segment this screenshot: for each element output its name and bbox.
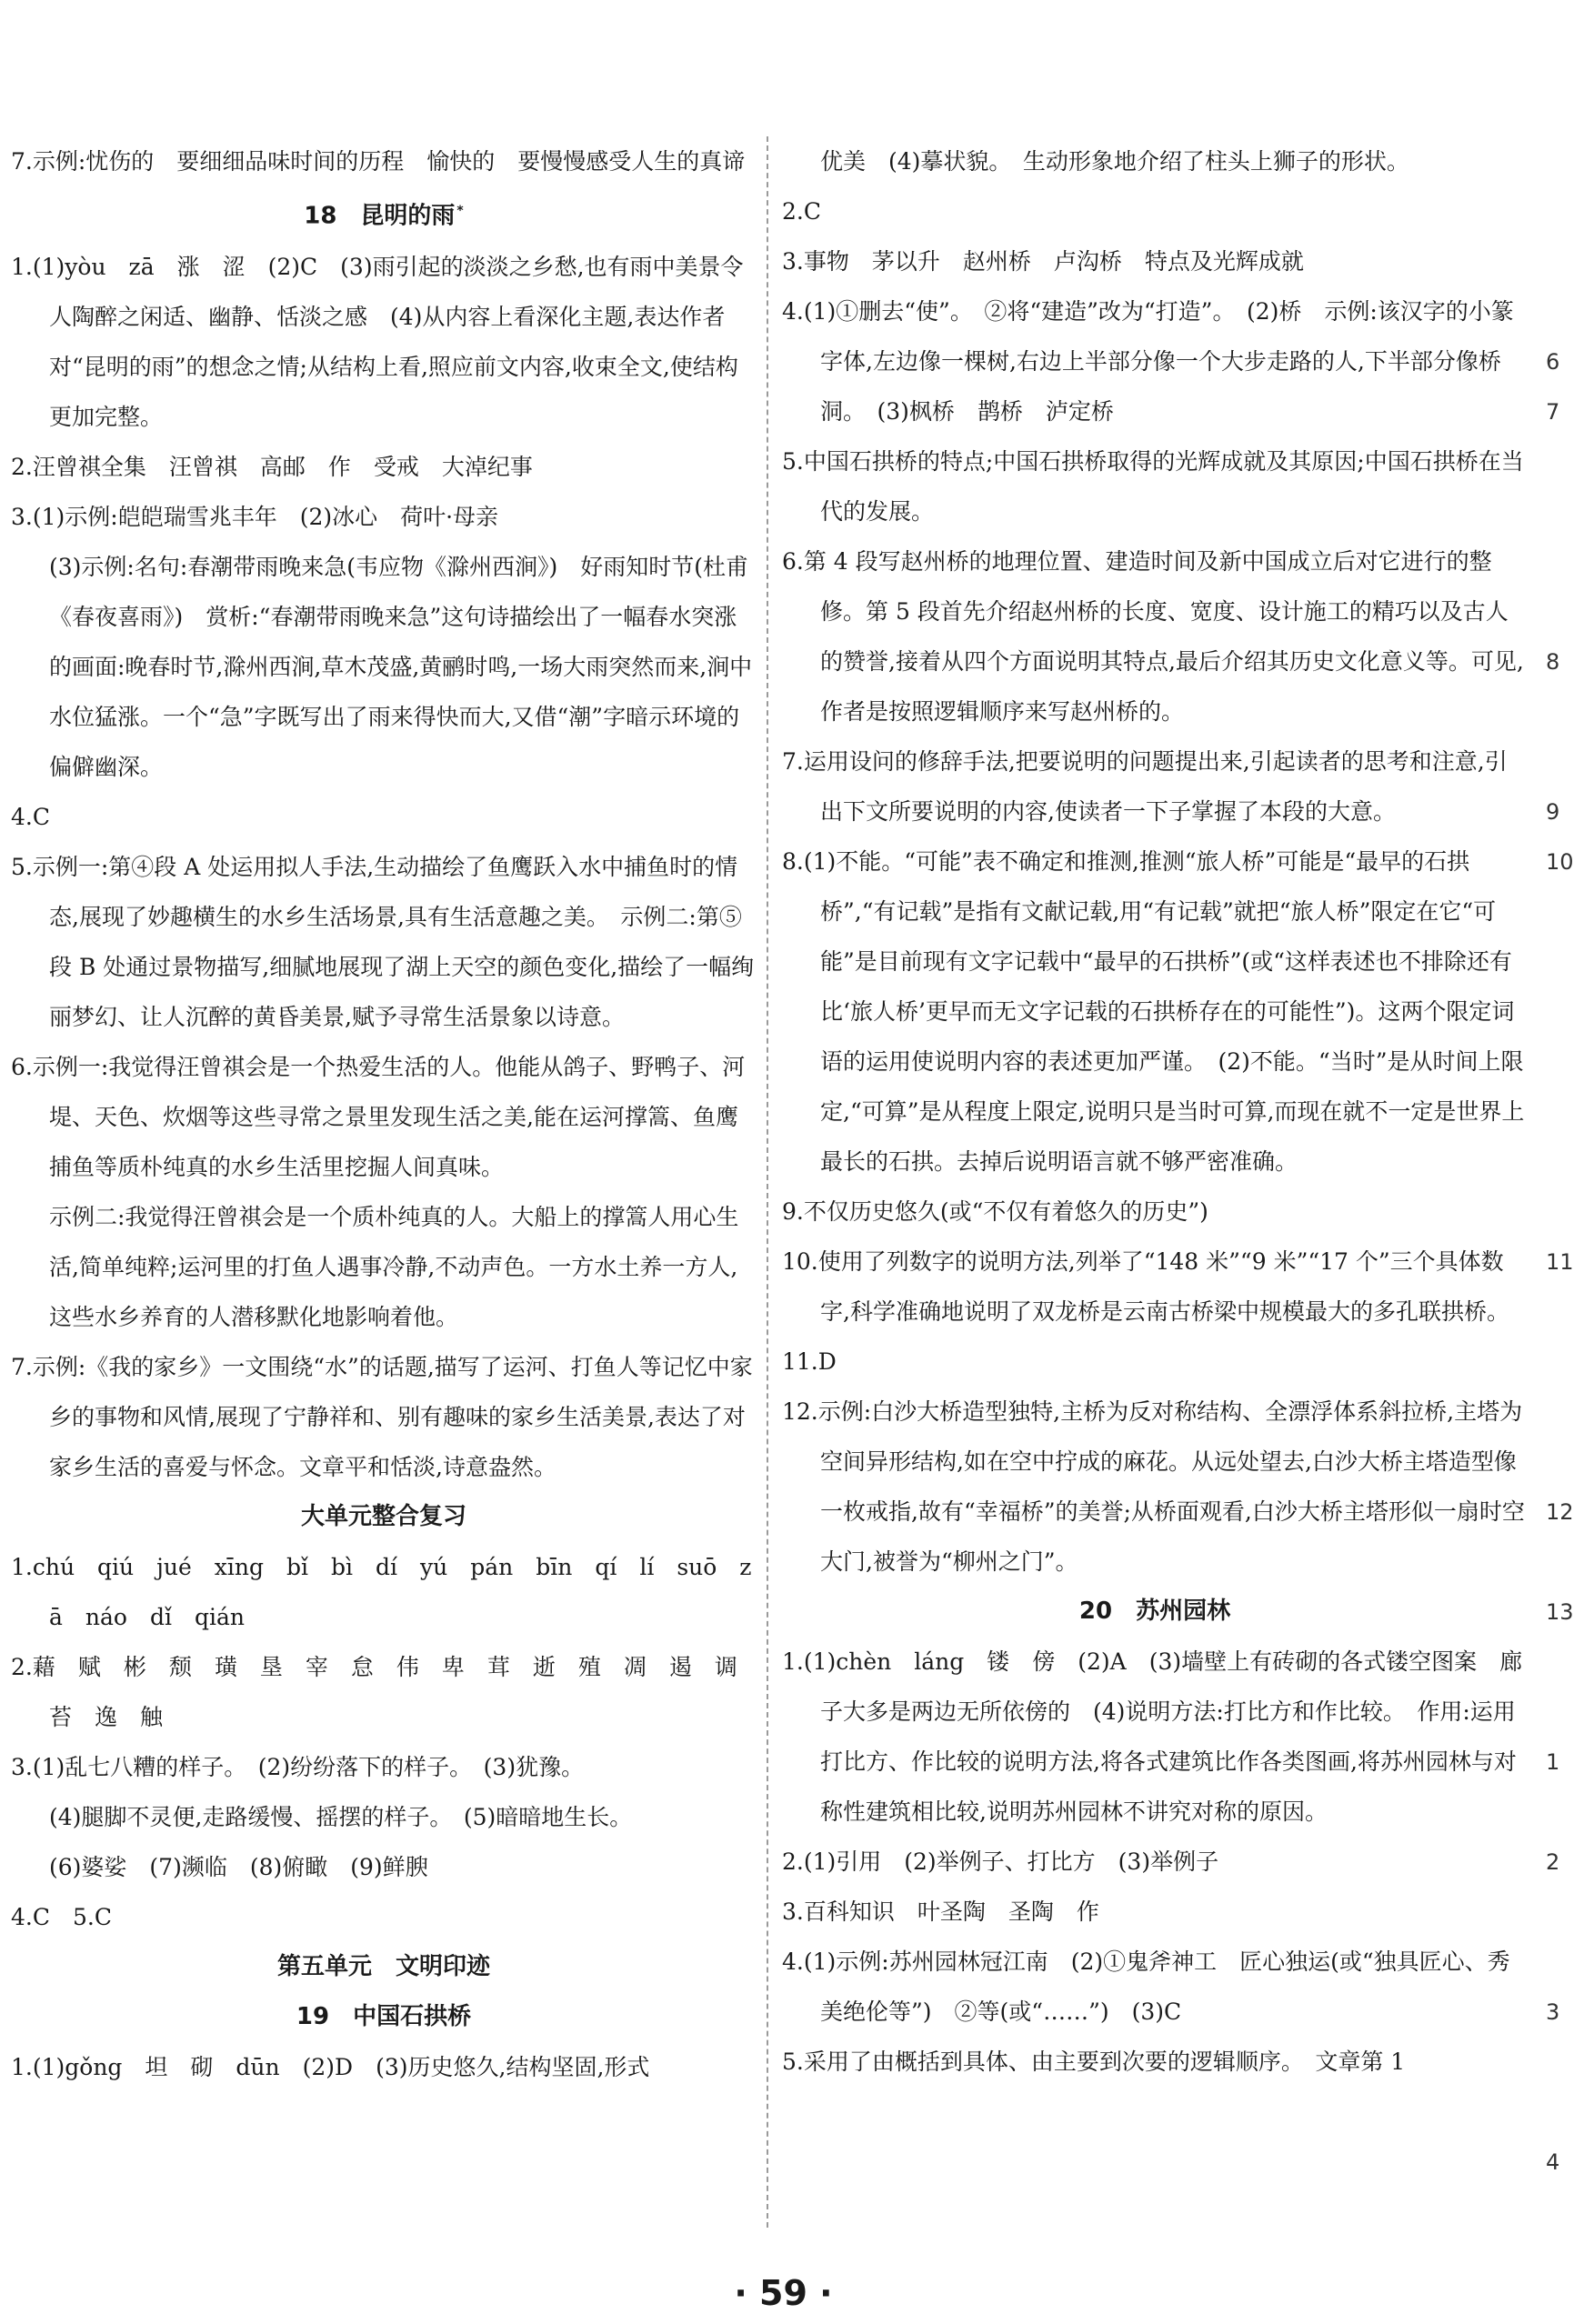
section-heading-text: 19 中国石拱桥: [296, 2002, 472, 2030]
next-page-fragment: 1: [1546, 1749, 1560, 1775]
section-heading-text: 第五单元 文明印迹: [276, 1952, 490, 1980]
answer-item: 1.chú qiú jué xīng bǐ bì dí yú pán bīn qí lí suō zā náo dǐ qián: [11, 1553, 752, 1630]
answer-item: 2.(1)引用 (2)举例子、打比方 (3)举例子: [782, 1848, 1219, 1875]
answer-item: 5.中国石拱桥的特点;中国石拱桥取得的光辉成就及其原因;中国石拱桥在当代的发展。: [782, 448, 1524, 525]
answer-item: 2.藉 赋 彬 颓 璜 垦 宰 怠 伟 卑 茸 逝 殖 凋 遏 调 苔 逸 触: [11, 1653, 760, 1730]
answer-item: 4.(1)①删去“使”。 ②将“建造”改为“打造”。 (2)桥 示例:该汉字的小篆字体,左边像一棵树,右边上半部分像一个大步走路的人,下半部分像桥洞。 (3)枫桥 鹊桥 泸定桥: [782, 298, 1514, 425]
next-page-fragment: 3: [1546, 1999, 1560, 2025]
section-heading: [11, 1942, 757, 1992]
section-heading: [11, 1992, 757, 2042]
answer-item: 6.示例一:我觉得汪曾祺会是一个热爱生活的人。他能从鸽子、野鸭子、河堤、天色、炊烟等这些寻常之景里发现生活之美,能在运河撑篙、鱼鹰捕鱼等质朴纯真的水乡生活里挖掘人间真味。: [11, 1053, 746, 1180]
answer-subitem: (3)示例:名句:春潮带雨晚来急(韦应物《滁州西涧》) 好雨知时节(杜甫《春夜喜雨》) 赏析:“春潮带雨晚来急”这句诗描绘出了一幅春水突涨的画面:晚春时节,滁州西涧,草木茂盛,黄鹂时鸣,一场大雨突然而来,涧中水位猛涨。一个“急”字既写出了雨来得快而大,又借“潮”字暗示环境的偏僻幽深。: [49, 553, 753, 780]
answer-item: 12.示例:白沙大桥造型独特,主桥为反对称结构、全漂浮体系斜拉桥,主塔为空间异形结构,如在空中拧成的麻花。从远处望去,白沙大桥主塔造型像一枚戒指,故有“幸福桥”的美誉;从桥面观看,白沙大桥主塔形似一扇时空大门,被誉为“柳州之门”。: [782, 1398, 1525, 1575]
section-heading-text: 大单元整合复习: [300, 1502, 466, 1530]
column-divider: [767, 136, 768, 2228]
next-page-fragment: 12: [1546, 1499, 1574, 1525]
answer-item: 3.(1)乱七八糟的样子。 (2)纷纷落下的样子。 (3)犹豫。: [11, 1753, 585, 1780]
section-heading: [11, 186, 757, 242]
section-heading-text: 20 苏州园林: [1078, 1598, 1231, 1625]
answer-item: 1.(1)yòu zā 涨 涩 (2)C (3)雨引起的淡淡之乡愁,也有雨中美景令人陶醉之闲适、幽静、恬淡之感 (4)从内容上看深化主题,表达作者对“昆明的雨”的想念之情;从结构上看,照应前文内容,收束全文,使结构更加完整。: [11, 253, 744, 430]
answer-item: 2.C: [782, 198, 821, 225]
next-page-fragment: 13: [1546, 1599, 1574, 1625]
left-column: [11, 136, 760, 2228]
next-page-fragment: 6: [1546, 349, 1560, 375]
self-study-marker: *: [456, 204, 464, 218]
answer-item: 3.(1)示例:皑皑瑞雪兆丰年 (2)冰心 荷叶·母亲: [11, 503, 499, 530]
next-page-fragment: 4: [1546, 2149, 1560, 2175]
answer-item: 6.第 4 段写赵州桥的地理位置、建造时间及新中国成立后对它进行的整修。第 5 段首先介绍赵州桥的长度、宽度、设计施工的精巧以及古人的赞誉,接着从四个方面说明其特点,最后介绍其历史文化意义等。可见,作者是按照逻辑顺序来写赵州桥的。: [782, 548, 1524, 725]
answer-item: 3.百科知识 叶圣陶 圣陶 作: [782, 1898, 1099, 1925]
next-page-fragment: 11: [1546, 1249, 1574, 1275]
answer-item: 2.汪曾祺全集 汪曾祺 高邮 作 受戒 大淖纪事: [11, 453, 533, 480]
answer-item: 7.示例:《我的家乡》一文围绕“水”的话题,描写了运河、打鱼人等记忆中家乡的事物和风情,展现了宁静祥和、别有趣味的家乡生活美景,表达了对家乡生活的喜爱与怀念。文章平和恬淡,诗意盎然。: [11, 1353, 753, 1480]
next-page-fragment: 2: [1546, 1849, 1560, 1875]
next-page-fragment: 9: [1546, 799, 1560, 825]
next-page-fragment: 8: [1546, 649, 1560, 675]
answer-item: 11.D: [782, 1348, 837, 1375]
answer-item: 1.(1)gǒng 坦 砌 dūn (2)D (3)历史悠久,结构坚固,形式: [11, 2053, 650, 2080]
answer-item: 8.(1)不能。“可能”表不确定和推测,推测“旅人桥”可能是“最早的石拱桥”,“有记载”是指有文献记载,用“有记载”就把“旅人桥”限定在它“可能”是目前现有文字记载中“最早的石拱桥”(或“这样表述也不排除还有比‘旅人桥’更早而无文字记载的石拱桥存在的可能性”)。这两个限定词语的运用使说明内容的表述更加严谨。 (2)不能。“当时”是从时间上限定,“可算”是从程度上限定,说明只是当时可算,而现在就不一定是世界上最长的石拱。去掉后说明语言就不够严密准确。: [782, 848, 1525, 1175]
answer-item: 4.C: [11, 803, 50, 830]
next-page-fragment: 7: [1546, 399, 1560, 425]
answer-item: 1.(1)chèn láng 镂 傍 (2)A (3)墙壁上有砖砌的各式镂空图案 廊子大多是两边无所依傍的 (4)说明方法:打比方和作比较。 作用:运用打比方、作比较的说明方法,将各式建筑比作各类图画,将苏州园林与对称性建筑相比较,说明苏州园林不讲究对称的原因。: [782, 1648, 1523, 1825]
answer-item: 5.采用了由概括到具体、由主要到次要的逻辑顺序。 文章第 1: [782, 2049, 1406, 2075]
right-column: [782, 136, 1528, 2228]
answer-item: 9.不仅历史悠久(或“不仅有着悠久的历史”): [782, 1198, 1208, 1225]
page-number: · 59 ·: [734, 2273, 833, 2313]
section-heading-text: 18 昆明的雨: [304, 202, 456, 230]
answer-item: 4.(1)示例:苏州园林冠江南 (2)①鬼斧神工 匠心独运(或“独具匠心、秀美绝伦等”) ②等(或“……”) (3)C: [782, 1948, 1510, 2025]
answer-subitem: 示例二:我觉得汪曾祺会是一个质朴纯真的人。大船上的撑篙人用心生活,简单纯粹;运河里的打鱼人遇事冷静,不动声色。一方水土养一方人,这些水乡养育的人潜移默化地影响着他。: [49, 1203, 739, 1330]
next-page-fragment: 10: [1546, 849, 1574, 875]
answer-item: 7.运用设问的修辞手法,把要说明的问题提出来,引起读者的思考和注意,引出下文所要说明的内容,使读者一下子掌握了本段的大意。: [782, 748, 1508, 825]
section-heading: [782, 1587, 1528, 1637]
section-heading: [11, 1492, 757, 1542]
answer-subitem: (4)腿脚不灵便,走路缓慢、摇摆的样子。 (5)暗暗地生长。: [49, 1803, 633, 1830]
answer-item: 4.C 5.C: [11, 1903, 112, 1930]
answer-item: 5.示例一:第④段 A 处运用拟人手法,生动描绘了鱼鹰跃入水中捕鱼时的情态,展现了妙趣横生的水乡生活场景,具有生活意趣之美。 示例二:第⑤段 B 处通过景物描写,细腻地展现了湖上天空的颜色变化,描绘了一幅绚丽梦幻、让人沉醉的黄昏美景,赋予寻常生活景象以诗意。: [11, 853, 755, 1030]
answer-subitem: 优美 (4)摹状貌。 生动形象地介绍了柱头上狮子的形状。: [820, 148, 1409, 175]
answer-item: 7.示例:忧伤的 要细细品味时间的历程 愉快的 要慢慢感受人生的真谛: [11, 148, 746, 175]
answer-item: 3.事物 茅以升 赵州桥 卢沟桥 特点及光辉成就: [782, 248, 1304, 275]
answer-subitem: (6)婆娑 (7)濒临 (8)俯瞰 (9)鲜腴: [49, 1853, 428, 1880]
answer-item: 10.使用了列数字的说明方法,列举了“148 米”“9 米”“17 个”三个具体数字,科学准确地说明了双龙桥是云南古桥梁中规模最大的多孔联拱桥。: [782, 1248, 1509, 1325]
